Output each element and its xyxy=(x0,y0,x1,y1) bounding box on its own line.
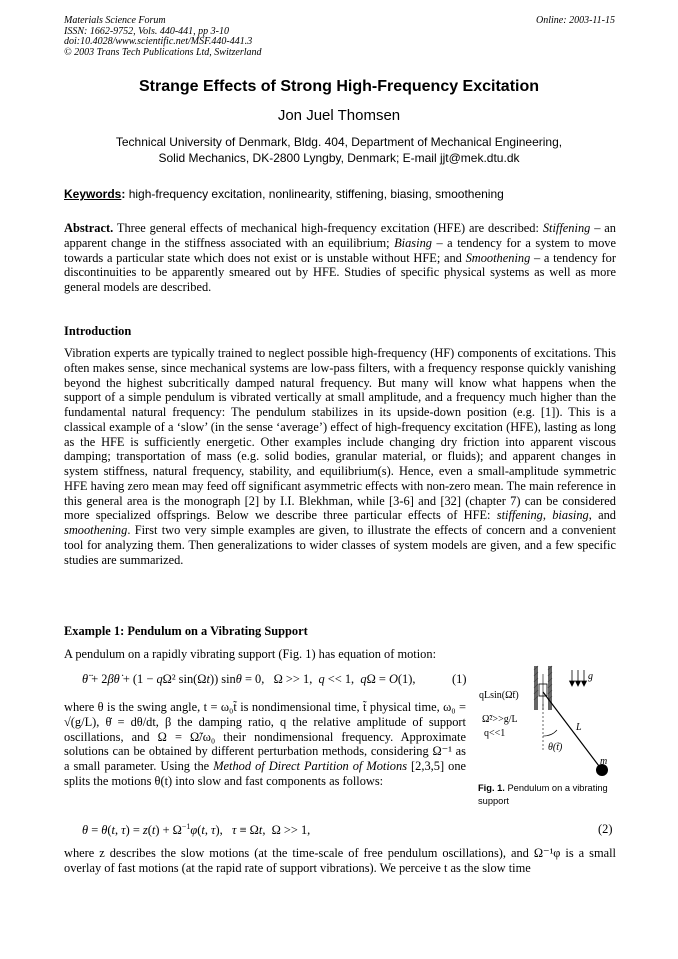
example-1-text-1: where θ is the swing angle, t = ω₀t̃ is nondimensional time, t̃ physical time, ω₀ = √(g/L), θ̇ = dθ/dt, β the damping ratio, q the relative amplitude of support oscillations, and Ω = Ω̃/ω₀ their nondimensional frequency. Approximate solutions can be obtained by different perturbation methods, considering Ω⁻¹ as a small parameter. Using the xyxy=(64,700,466,773)
intro-text-2: . First two very simple examples are given, to illustrate the effects of concern and a convenient tool for analyzing them. Then generalizations to wider classes of system models are given, and a few specific studies are summarized. xyxy=(64,523,616,567)
abstract-text-1: Three general effects of mechanical high-frequency excitation (HFE) are described: xyxy=(113,221,543,235)
paper-title: Strange Effects of Strong High-Frequency Excitation xyxy=(138,78,540,95)
journal-copyright: © 2003 Trans Tech Publications Ltd, Switzerland xyxy=(64,46,262,58)
affiliation-line-1: Technical University of Denmark, Bldg. 404, Department of Mechanical Engineering, xyxy=(115,135,563,149)
abstract-text-3: – a tendency for a system to move towards a particular state which does not exist or is unstable without HFE; and xyxy=(64,235,617,265)
affiliation-line-2: Solid Mechanics, DK-2800 Lyngby, Denmark; E-mail jjt@mek.dtu.dk xyxy=(158,151,520,165)
figure-1-caption-label: Fig. 1. xyxy=(478,783,505,793)
intro-term-stiffening: stiffening xyxy=(496,508,543,523)
intro-term-smoothening: smoothening xyxy=(64,523,128,537)
example-1-intro: A pendulum on a rapidly vibrating support (Fig. 1) has equation of motion: xyxy=(64,647,437,661)
paper-author: Jon Juel Thomsen xyxy=(277,107,401,124)
method-direct-partition: Method of Direct Partition of Motions xyxy=(213,759,408,773)
intro-text-1: Vibration experts are typically trained to neglect possible high-frequency (HF) components of excitations. This often makes sense, since mechanical systems are low-pass filters, with a frequency response quickly vanishing beyond the highest subcritically damped natural frequency. But many will know what happens when the support of a simple pendulum is vibrated vertically at small amplitude, and a frequency much higher than the fundamental natural frequency: The pendulum stabilizes in its upside-down position (e.g. [1]). This is a classical example of a ‘slow’ (in the sense ‘average’) effect of high-frequency excitation (HFE), lasting as long as the HFE is sufficiently energetic. Other examples include changing dry friction into apparent viscous damping; transportation of mass (e.g. solid bodies, granular material, or fluids); and apparent changes in system stiffness, natural frequency, stability, and equilibrium(s). Hence, even a small-amplitude symmetric HFE having zero mean may feed off significant asymmetric effects with non-zero mean. The main reference in this general area is the monograph [2] by I.I. Blekhman, while [3-6] and [32] (chapter 7) can be considered more specialized offsprings. Below we describe three particular effects of HFE: xyxy=(64,346,616,523)
journal-name: Materials Science Forum xyxy=(64,15,166,26)
journal-header xyxy=(64,16,262,58)
label-condition-amplitude: q<<1 xyxy=(484,728,506,739)
equation-1: θ̈ + 2βθ̇ + (1 − qΩ² sin(Ωt)) sinθ = 0, Ω >> 1, q << 1, qΩ = O(1), xyxy=(82,672,416,686)
angle-arc xyxy=(543,730,557,736)
section-heading-introduction: Introduction xyxy=(64,324,132,338)
example-1-continuation: where z describes the slow motions (at the time-scale of free pendulum oscillations), and Ω⁻¹φ is a small overlay of fast motions (at the rapid rate of support vibrations). We perceive t as the slow time xyxy=(64,846,616,875)
section-heading-example-1: Example 1: Pendulum on a Vibrating Support xyxy=(64,624,308,638)
abstract-term-stiffening: Stiffening xyxy=(542,221,591,235)
equation-1-number: (1) xyxy=(452,672,467,686)
journal-doi[interactable]: doi:10.4028/www.scientific.net/MSF.440-441.3 xyxy=(64,36,253,47)
equation-2: θ = θ(t, $\tau) = z(t) + \Omega^{-1}\varphi(t$, τ), τ ≡ Ωt, Ω >> 1, xyxy=(82,822,311,838)
introduction-paragraph xyxy=(64,346,616,567)
abstract xyxy=(64,221,616,295)
intro-sep-2: , and xyxy=(588,508,616,523)
example-1-text-2: [2,3,5] one splits the motions θ(t) into slow and fast components as follows: xyxy=(64,759,467,788)
label-condition-frequency: Ω̃²>>g/L xyxy=(482,714,518,725)
abstract-label: Abstract. xyxy=(64,221,114,235)
label-mass: m xyxy=(600,756,608,767)
online-date: Online: 2003-11-15 xyxy=(536,15,615,26)
intro-sep-1: , xyxy=(542,508,553,523)
abstract-term-biasing: Biasing xyxy=(394,235,432,250)
pendulum-diagram xyxy=(478,664,618,782)
label-angle: θ(t̃) xyxy=(548,742,563,753)
journal-issn: ISSN: 1662-9752, Vols. 440-441, pp 3-10 xyxy=(64,25,229,37)
abstract-term-smoothening: Smoothening xyxy=(465,250,531,265)
figure-1-caption-text: Pendulum on a vibrating support xyxy=(478,783,608,806)
figure-1-caption xyxy=(478,782,618,808)
abstract-text-4: – a tendency for discontinuities to be apparently smeared out by HFE. Studies of specific physical systems as well as more general models are described. xyxy=(64,250,616,294)
intro-term-biasing: biasing xyxy=(552,508,589,523)
example-1-paragraph xyxy=(64,700,466,789)
author-affiliation xyxy=(0,134,678,166)
keywords-text: high-frequency excitation, nonlinearity, stiffening, biasing, smoothening xyxy=(125,187,504,201)
label-length: L xyxy=(576,722,582,733)
keywords-label: Keywords xyxy=(64,187,122,201)
gravity-arrows xyxy=(570,670,587,686)
pendulum-rod xyxy=(543,692,602,770)
label-support-motion: qLsin(Ω̃t) xyxy=(479,690,519,701)
equation-2-number: (2) xyxy=(598,822,613,836)
keywords: Keywords: high-frequency excitation, nonlinearity, stiffening, biasing, smoothening xyxy=(64,187,504,201)
abstract-text-2: – an apparent change in the stiffness associated with an equilibrium; xyxy=(64,221,617,250)
label-gravity: g xyxy=(588,671,593,682)
